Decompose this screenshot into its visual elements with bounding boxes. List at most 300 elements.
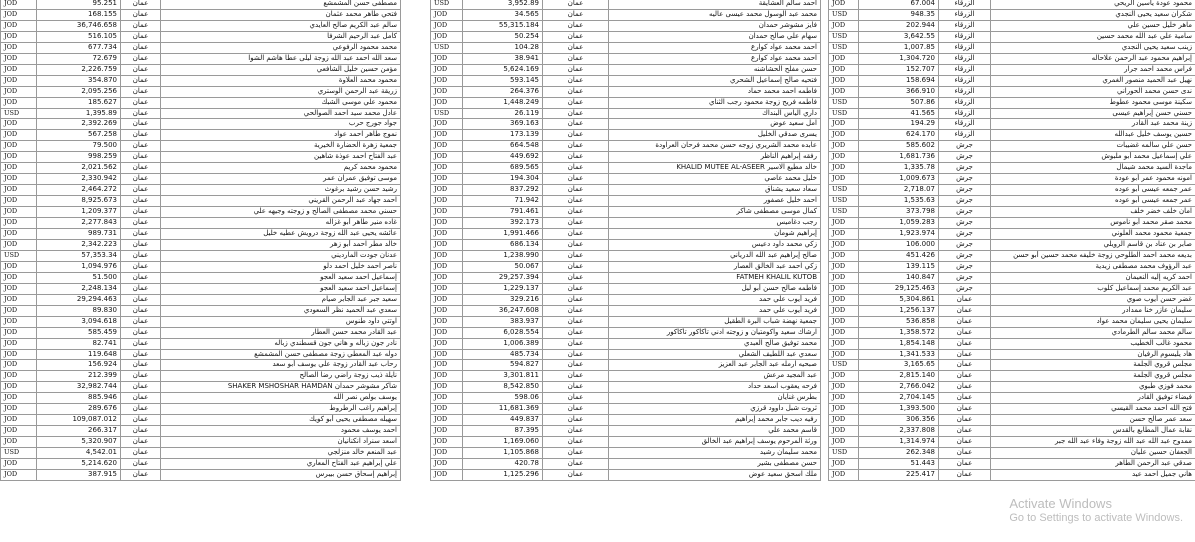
amount-cell: 2,330.942 — [37, 174, 121, 185]
amount-cell: 89.830 — [37, 305, 121, 316]
currency-cell: JOD — [431, 437, 463, 448]
currency-cell: JOD — [1, 305, 37, 316]
currency-cell: JOD — [431, 207, 463, 218]
table-row — [1, 239, 401, 250]
currency-cell: JOD — [431, 393, 463, 404]
table-row — [431, 305, 821, 316]
currency-cell: USD — [829, 448, 859, 459]
city-cell: عمان — [543, 97, 609, 108]
currency-cell: JOD — [829, 163, 859, 174]
currency-cell: JOD — [829, 349, 859, 360]
currency-cell: JOD — [431, 218, 463, 229]
account-name-cell: يسرى صدقي الخليل — [609, 130, 821, 141]
city-cell: عمان — [121, 448, 161, 459]
currency-cell: USD — [431, 42, 463, 53]
table-row — [431, 20, 821, 31]
table-row — [829, 185, 1195, 196]
table-row — [1, 426, 401, 437]
table-row — [431, 42, 821, 53]
amount-cell: 212.399 — [37, 371, 121, 382]
table-row — [431, 119, 821, 130]
account-name-cell: نموج طاهر احمد عواد — [161, 130, 401, 141]
account-name-cell: عابده محمد الشريري زوجه حسن محمد فرحان العراودة — [609, 141, 821, 152]
amount-cell: 449.692 — [463, 152, 543, 163]
table-row — [829, 141, 1195, 152]
city-cell: عمان — [543, 360, 609, 371]
account-name-cell: حسن مفلح الحشاشنه — [609, 64, 821, 75]
account-name-cell: ندى حسن محمد الحوراني — [991, 86, 1195, 97]
amount-cell: 5,304.861 — [859, 294, 939, 305]
table-row — [1, 371, 401, 382]
city-cell: عمان — [121, 294, 161, 305]
city-cell: جرش — [939, 185, 991, 196]
city-cell: جرش — [939, 218, 991, 229]
table-row — [431, 349, 821, 360]
amount-cell: 2,766.042 — [859, 382, 939, 393]
amount-cell: 1,229.137 — [463, 283, 543, 294]
account-name-cell: سعيد جبر عبد الجابر صيام — [161, 294, 401, 305]
account-name-cell: إسماعيل احمد سعيد العجو — [161, 272, 401, 283]
amount-cell: 366.910 — [859, 86, 939, 97]
table-row — [1, 9, 401, 20]
city-cell: عمان — [939, 426, 991, 437]
currency-cell: JOD — [431, 272, 463, 283]
city-cell: عمان — [543, 272, 609, 283]
city-cell: عمان — [121, 42, 161, 53]
account-name-cell: فاطمه فريح زوجة محمود رجب الثناي — [609, 97, 821, 108]
amount-cell: 1,059.283 — [859, 218, 939, 229]
account-name-cell: احمد يوسف محمود — [161, 426, 401, 437]
table-row — [1, 152, 401, 163]
table-row — [1, 42, 401, 53]
account-name-cell: احمد جهاد عبد الرحمن القريني — [161, 196, 401, 207]
city-cell: عمان — [543, 459, 609, 470]
table-row — [829, 119, 1195, 130]
amount-cell: 3,301.811 — [463, 371, 543, 382]
table-row — [1, 141, 401, 152]
account-name-cell: فتحيه صالح إسماعيل الشحري — [609, 75, 821, 86]
amount-cell: 152.707 — [859, 64, 939, 75]
city-cell: عمان — [121, 119, 161, 130]
amount-cell: 1,006.389 — [463, 338, 543, 349]
city-cell: عمان — [121, 130, 161, 141]
currency-cell: JOD — [1, 185, 37, 196]
city-cell: عمان — [543, 174, 609, 185]
account-name-cell: رحاب عبد القادر زوجة علي يوسف أبو سعد — [161, 360, 401, 371]
account-name-cell: زكي احمد عبد الخالق العصار — [609, 261, 821, 272]
amount-cell: 262.348 — [859, 448, 939, 459]
amount-cell: 1,854.148 — [859, 338, 939, 349]
table-row — [431, 174, 821, 185]
city-cell: عمان — [939, 360, 991, 371]
account-name-cell: محمود غالب الخطيب — [991, 338, 1195, 349]
city-cell: عمان — [543, 75, 609, 86]
account-name-cell: حسن مصطفى بشير — [609, 459, 821, 470]
account-name-cell: محمد توفيق صالح العبدي — [609, 338, 821, 349]
table-row — [431, 415, 821, 426]
account-name-cell: فراس محمد احمد جرار — [991, 64, 1195, 75]
currency-cell: JOD — [829, 437, 859, 448]
account-name-cell: سعدي عبد الحميد نظر السعودي — [161, 305, 401, 316]
city-cell: عمان — [543, 229, 609, 240]
account-name-cell: إسماعيل احمد سعيد العجو — [161, 283, 401, 294]
table-row — [431, 207, 821, 218]
city-cell: جرش — [939, 207, 991, 218]
ledger-table-right — [828, 0, 1195, 481]
amount-cell: 194.29 — [859, 119, 939, 130]
table-row — [1, 250, 401, 261]
account-name-cell: محمود محمد العلاوة — [161, 75, 401, 86]
currency-cell: JOD — [431, 283, 463, 294]
account-name-cell: داري الياس البنداك — [609, 108, 821, 119]
table-row — [431, 316, 821, 327]
table-row — [1, 469, 401, 480]
account-name-cell: رفقه إبراهيم الناظر — [609, 152, 821, 163]
amount-cell: 55,315.184 — [463, 20, 543, 31]
currency-cell: JOD — [1, 327, 37, 338]
city-cell: الزرقاء — [939, 75, 991, 86]
city-cell: عمان — [121, 141, 161, 152]
table-row — [431, 97, 821, 108]
amount-cell: 2,718.07 — [859, 185, 939, 196]
amount-cell: 119.648 — [37, 349, 121, 360]
city-cell: عمان — [543, 86, 609, 97]
account-name-cell: حسن علي سالمه غضيبات — [991, 141, 1195, 152]
amount-cell: 106.000 — [859, 239, 939, 250]
account-name-cell: رشيد حسن رشيد برغوث — [161, 185, 401, 196]
city-cell: عمان — [543, 338, 609, 349]
table-row — [431, 283, 821, 294]
amount-cell: 202.944 — [859, 20, 939, 31]
city-cell: عمان — [121, 163, 161, 174]
city-cell: عمان — [543, 415, 609, 426]
amount-cell: 677.734 — [37, 42, 121, 53]
amount-cell: 11,681.369 — [463, 404, 543, 415]
currency-cell: JOD — [1, 382, 37, 393]
currency-cell: JOD — [431, 305, 463, 316]
account-name-cell: زريقة عبد الرحمن الوستري — [161, 86, 401, 97]
table-row — [431, 108, 821, 119]
table-row — [829, 349, 1195, 360]
currency-cell: JOD — [829, 415, 859, 426]
city-cell: عمان — [121, 152, 161, 163]
city-cell: عمان — [543, 349, 609, 360]
currency-cell: JOD — [431, 250, 463, 261]
account-name-cell: خليل محمد عاصي — [609, 174, 821, 185]
amount-cell: 1,256.137 — [859, 305, 939, 316]
account-name-cell: اوتتي داود طنوس — [161, 316, 401, 327]
city-cell: عمان — [939, 459, 991, 470]
currency-cell: JOD — [1, 141, 37, 152]
account-name-cell: عبد المنعم خالد منزلجي — [161, 448, 401, 459]
account-name-cell: هاد يليسوم الرفيان — [991, 349, 1195, 360]
table-row — [1, 174, 401, 185]
amount-cell: 26.119 — [463, 108, 543, 119]
account-name-cell: محمود علي موسى الشبك — [161, 97, 401, 108]
table-row — [829, 415, 1195, 426]
city-cell: عمان — [121, 316, 161, 327]
city-cell: عمان — [121, 86, 161, 97]
city-cell: عمان — [543, 250, 609, 261]
table-row — [829, 294, 1195, 305]
amount-cell: 5,624.169 — [463, 64, 543, 75]
city-cell: جرش — [939, 250, 991, 261]
city-cell: عمان — [121, 229, 161, 240]
currency-cell: JOD — [829, 272, 859, 283]
city-cell: الزرقاء — [939, 86, 991, 97]
table-row — [431, 261, 821, 272]
currency-cell: JOD — [1, 152, 37, 163]
amount-cell: 5,214.620 — [37, 459, 121, 470]
city-cell: عمان — [543, 31, 609, 42]
table-row — [1, 229, 401, 240]
city-cell: جرش — [939, 239, 991, 250]
city-cell: عمان — [121, 338, 161, 349]
amount-cell: 8,542.850 — [463, 382, 543, 393]
table-row — [829, 31, 1195, 42]
city-cell: عمان — [939, 371, 991, 382]
amount-cell: 485.734 — [463, 349, 543, 360]
table-row — [431, 64, 821, 75]
table-row — [431, 327, 821, 338]
table-row — [829, 196, 1195, 207]
amount-cell: 2,226.759 — [37, 64, 121, 75]
city-cell: عمان — [121, 75, 161, 86]
currency-cell: JOD — [829, 75, 859, 86]
amount-cell: 329.216 — [463, 294, 543, 305]
currency-cell: JOD — [431, 119, 463, 130]
city-cell: عمان — [121, 382, 161, 393]
city-cell: عمان — [121, 283, 161, 294]
currency-cell: USD — [1, 250, 37, 261]
city-cell: عمان — [543, 316, 609, 327]
city-cell: جرش — [939, 174, 991, 185]
account-name-cell: ماهر خليل حسين علي — [991, 20, 1195, 31]
currency-cell: JOD — [1, 229, 37, 240]
account-name-cell: فيضاء توفيق القادر — [991, 393, 1195, 404]
currency-cell: JOD — [829, 218, 859, 229]
currency-cell: JOD — [1, 283, 37, 294]
currency-cell: JOD — [1, 196, 37, 207]
table-row — [829, 20, 1195, 31]
amount-cell: 4,542.01 — [37, 448, 121, 459]
amount-cell: 1,358.572 — [859, 327, 939, 338]
city-cell: عمان — [121, 371, 161, 382]
city-cell: عمان — [543, 141, 609, 152]
table-row — [1, 207, 401, 218]
table-row — [431, 338, 821, 349]
account-name-cell: سعدي عبد اللطيف الشعلي — [609, 349, 821, 360]
table-row — [829, 459, 1195, 470]
table-row — [1, 327, 401, 338]
currency-cell: JOD — [1, 316, 37, 327]
amount-cell: 598.06 — [463, 393, 543, 404]
account-name-cell: رفيه ديب جابر محمد إبراهيم — [609, 415, 821, 426]
currency-cell: JOD — [431, 261, 463, 272]
account-name-cell: قاسم محمد علي — [609, 426, 821, 437]
table-row — [829, 469, 1195, 480]
amount-cell: 2,815.140 — [859, 371, 939, 382]
currency-cell: JOD — [829, 86, 859, 97]
city-cell: عمان — [543, 327, 609, 338]
account-name-cell: فتح الله احمد محمد القيسي — [991, 404, 1195, 415]
table-row — [1, 108, 401, 119]
city-cell: عمان — [543, 382, 609, 393]
amount-cell: 791.461 — [463, 207, 543, 218]
currency-cell: JOD — [431, 163, 463, 174]
city-cell: عمان — [543, 64, 609, 75]
city-cell: عمان — [939, 338, 991, 349]
currency-cell: JOD — [829, 53, 859, 64]
amount-cell: 686.134 — [463, 239, 543, 250]
account-name-cell: امان خلف خضر خلف — [991, 207, 1195, 218]
currency-cell: JOD — [1, 119, 37, 130]
account-name-cell: فرحه يعقوب اسعد حداد — [609, 382, 821, 393]
table-row — [829, 229, 1195, 240]
table-row — [1, 130, 401, 141]
currency-cell: JOD — [1, 272, 37, 283]
table-row — [1, 31, 401, 42]
account-name-cell: سكينة موسى محمود عطوط — [991, 97, 1195, 108]
amount-cell: 1,991.466 — [463, 229, 543, 240]
table-row — [1, 437, 401, 448]
watermark-title: Activate Windows — [1009, 496, 1112, 511]
account-name-cell: صالح إبراهيم عبد الله الدرياني — [609, 250, 821, 261]
account-name-cell: محمد سليمان رشيد — [609, 448, 821, 459]
city-cell: عمان — [121, 272, 161, 283]
table-row — [829, 261, 1195, 272]
city-cell: عمان — [121, 185, 161, 196]
account-name-cell: محمد عبد الوسول محمد عيسى عاليه — [609, 9, 821, 20]
currency-cell: JOD — [1, 360, 37, 371]
account-name-cell: محمد محمود الرفوعي — [161, 42, 401, 53]
table-row — [431, 163, 821, 174]
table-row — [431, 382, 821, 393]
amount-cell: 369.163 — [463, 119, 543, 130]
city-cell: الزرقاء — [939, 64, 991, 75]
amount-cell: 72.679 — [37, 53, 121, 64]
table-row — [431, 360, 821, 371]
currency-cell: JOD — [829, 426, 859, 437]
city-cell: عمان — [121, 108, 161, 119]
currency-cell: JOD — [1, 75, 37, 86]
currency-cell: JOD — [431, 459, 463, 470]
table-row — [431, 130, 821, 141]
account-name-cell: إبراهيم إسحاق حسن بيبرس — [161, 469, 401, 480]
currency-cell: USD — [829, 196, 859, 207]
table-row — [1, 360, 401, 371]
city-cell: الزرقاء — [939, 53, 991, 64]
table-row — [829, 108, 1195, 119]
amount-cell: 2,392.269 — [37, 119, 121, 130]
account-name-cell: ممدوح عبد الله عبد الله زوجة وفاء عبد الله جبر — [991, 437, 1195, 448]
table-row — [431, 229, 821, 240]
city-cell: جرش — [939, 283, 991, 294]
city-cell: عمان — [121, 426, 161, 437]
table-row — [1, 86, 401, 97]
city-cell: عمان — [543, 53, 609, 64]
city-cell: عمان — [939, 294, 991, 305]
city-cell: عمان — [121, 415, 161, 426]
account-name-cell: مجلس قروي الجلمة — [991, 360, 1195, 371]
account-name-cell: احمد خليل عصفور — [609, 196, 821, 207]
currency-cell: JOD — [829, 459, 859, 470]
amount-cell: 373.798 — [859, 207, 939, 218]
table-row — [431, 218, 821, 229]
currency-cell: JOD — [431, 239, 463, 250]
currency-cell: JOD — [1, 20, 37, 31]
amount-cell: 989.731 — [37, 229, 121, 240]
amount-cell: 3,642.55 — [859, 31, 939, 42]
amount-cell: 1,009.673 — [859, 174, 939, 185]
table-row — [431, 0, 821, 9]
currency-cell: JOD — [431, 20, 463, 31]
account-name-cell: نادر جون زباله و هاني جون قسطندي زباله — [161, 338, 401, 349]
amount-cell: 536.858 — [859, 316, 939, 327]
amount-cell: 387.915 — [37, 469, 121, 480]
amount-cell: 5,320.907 — [37, 437, 121, 448]
table-row — [1, 316, 401, 327]
amount-cell: 2,464.272 — [37, 185, 121, 196]
currency-cell: JOD — [431, 75, 463, 86]
city-cell: الزرقاء — [939, 108, 991, 119]
account-name-cell: إبراهيم شومان — [609, 229, 821, 240]
currency-cell: USD — [829, 108, 859, 119]
city-cell: عمان — [939, 448, 991, 459]
city-cell: عمان — [543, 261, 609, 272]
currency-cell: JOD — [1, 261, 37, 272]
table-row — [1, 349, 401, 360]
city-cell: عمان — [543, 239, 609, 250]
table-row — [431, 371, 821, 382]
city-cell: عمان — [543, 196, 609, 207]
currency-cell: USD — [829, 185, 859, 196]
table-row — [1, 272, 401, 283]
account-name-cell: غضر حسن أيوب صوي — [991, 294, 1195, 305]
amount-cell: 225.417 — [859, 469, 939, 480]
city-cell: عمان — [543, 163, 609, 174]
amount-cell: 264.376 — [463, 86, 543, 97]
currency-cell: JOD — [829, 119, 859, 130]
amount-cell: 1,335.78 — [859, 163, 939, 174]
city-cell: عمان — [543, 426, 609, 437]
amount-cell: 168.155 — [37, 9, 121, 20]
currency-cell: JOD — [829, 305, 859, 316]
table-row — [1, 283, 401, 294]
account-name-cell: فايز مشوشر حمدان — [609, 20, 821, 31]
currency-cell: USD — [829, 42, 859, 53]
account-name-cell: جواد جورج حرب — [161, 119, 401, 130]
amount-cell: 29,257.394 — [463, 272, 543, 283]
table-row — [1, 261, 401, 272]
currency-cell: JOD — [829, 371, 859, 382]
account-name-cell: ملك اسحق سعيد عوض — [609, 469, 821, 480]
account-name-cell: سالم عبد الكريم صالح العايدي — [161, 20, 401, 31]
account-name-cell: دوله عبد المعطي زوجة مصطفى حسن المشمشع — [161, 349, 401, 360]
city-cell: عمان — [121, 9, 161, 20]
currency-cell: JOD — [829, 64, 859, 75]
account-name-cell: زينب سعيد يحيى النجدي — [991, 42, 1195, 53]
table-row — [1, 64, 401, 75]
city-cell: عمان — [939, 393, 991, 404]
account-name-cell: صبحيه ارمله عبد الجابر عبد العزيز — [609, 360, 821, 371]
account-name-cell: علي إسماعيل محمد أبو ملبوش — [991, 152, 1195, 163]
city-cell: عمان — [543, 130, 609, 141]
city-cell: الزرقاء — [939, 20, 991, 31]
account-name-cell: شكران سعيد يحيى النجدي — [991, 9, 1195, 20]
amount-cell: 289.676 — [37, 404, 121, 415]
account-name-cell: سعد الله احمد عبد الله زوجة ليلى عطا هاشم الشوا — [161, 53, 401, 64]
